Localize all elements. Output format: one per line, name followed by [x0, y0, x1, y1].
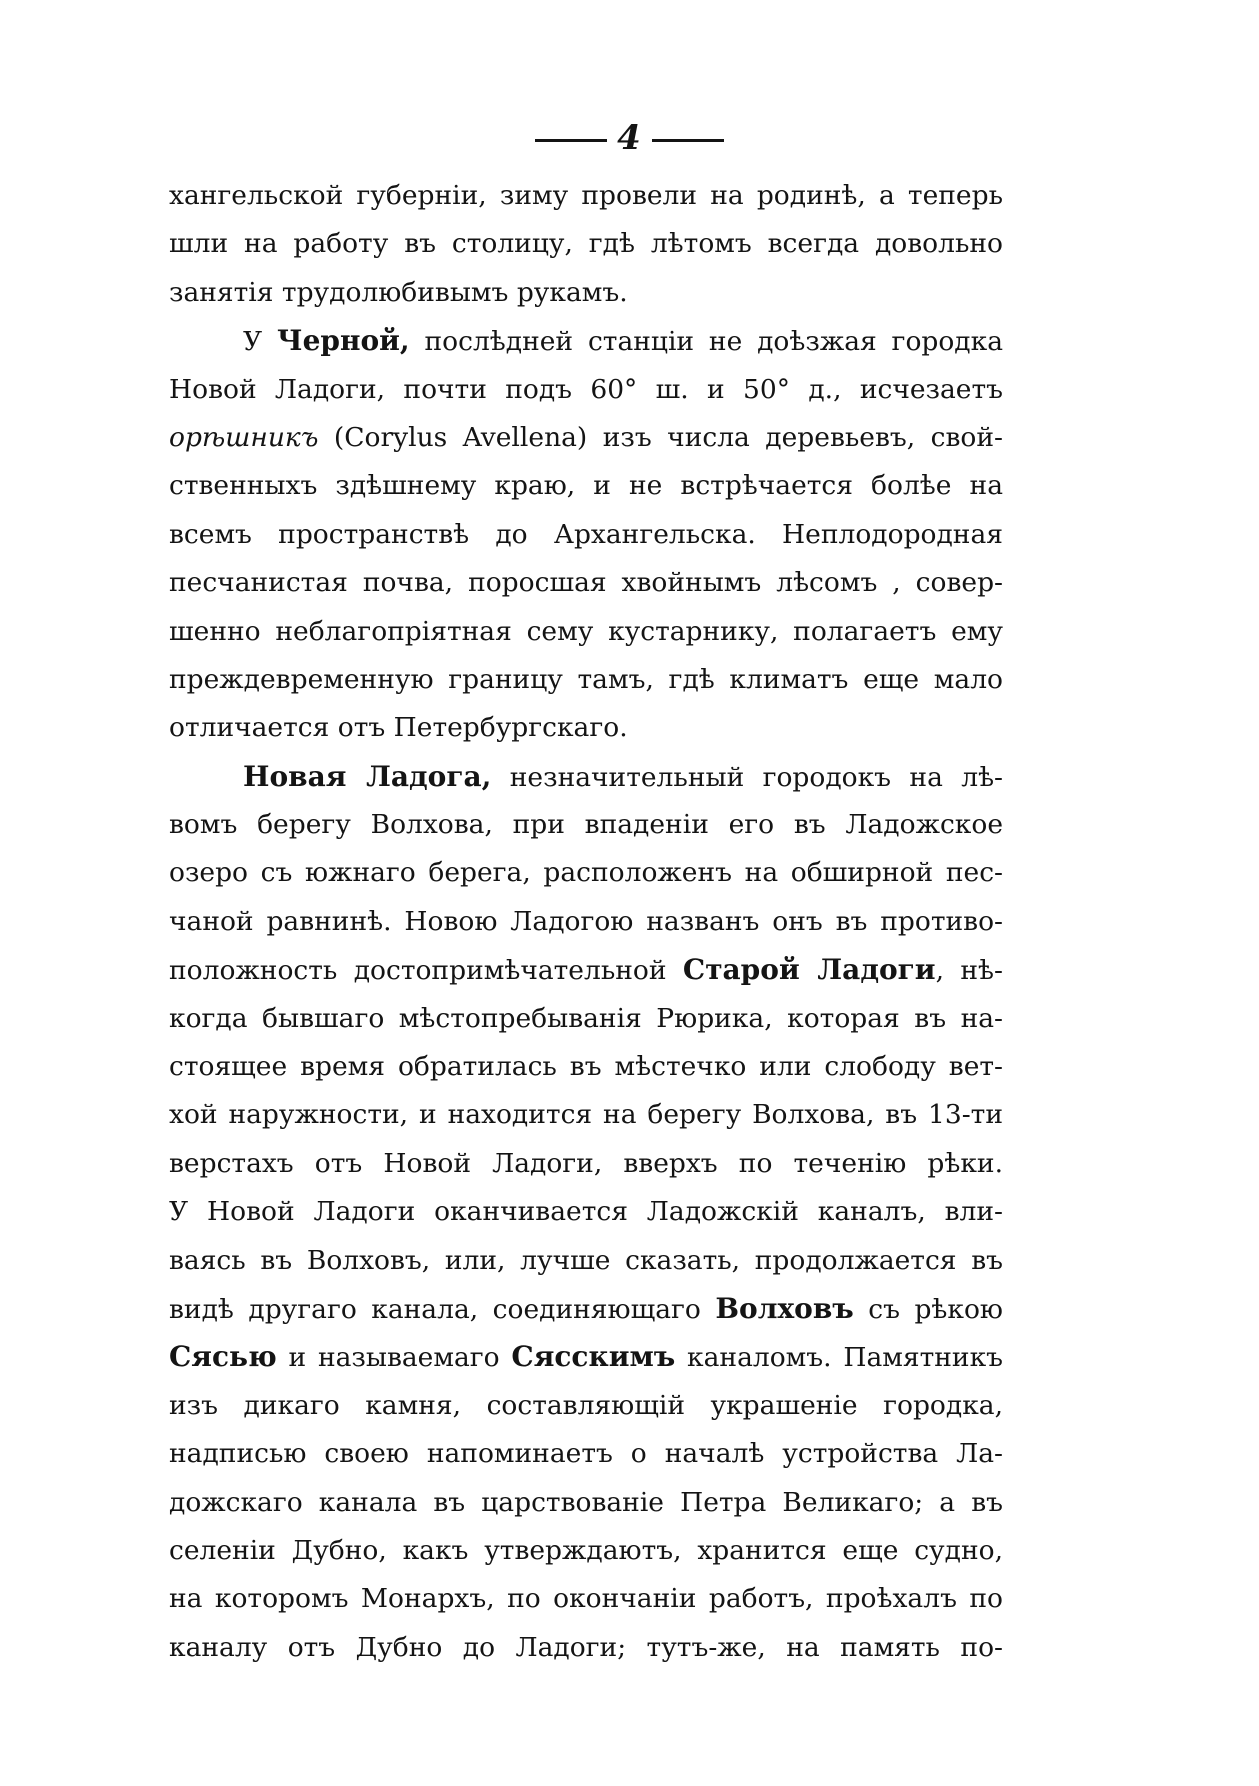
text-line — [169, 1624, 1003, 1672]
text-run: каналомъ. Памятникъ — [675, 1342, 1003, 1374]
place-name-bold: Черной, — [277, 324, 410, 358]
text-run: У Новой Ладоги оканчивается Ладожскій каналъ, вли- — [169, 1196, 1003, 1228]
place-name-bold: Волховъ — [715, 1291, 854, 1325]
text-line — [169, 1043, 1003, 1091]
page-number-value: 4 — [617, 118, 642, 158]
text-run: занятія трудолюбивымъ рукамъ. — [169, 276, 628, 308]
text-run: положность достопримѣчательной — [169, 955, 683, 987]
text-run: селеніи Дубно, какъ утверждаютъ, хранится еще судно, — [169, 1534, 1003, 1566]
text-run: изъ дикаго камня, составляющій украшеніе городка, — [169, 1389, 1003, 1421]
text-line — [169, 1430, 1003, 1478]
text-line — [169, 753, 1003, 801]
text-run: видѣ другаго канала, соединяющаго — [169, 1293, 716, 1325]
text-run: ственныхъ здѣшнему краю, и не встрѣчается болѣе на — [169, 470, 1003, 502]
text-run: и называемаго — [276, 1342, 512, 1374]
text-line — [169, 1188, 1003, 1236]
place-name-bold: Старой Ладоги — [682, 953, 936, 987]
text-run: , нѣ- — [935, 955, 1003, 987]
text-line — [169, 172, 1003, 220]
left-dash — [535, 139, 607, 142]
text-line — [169, 1091, 1003, 1139]
text-line — [169, 414, 1003, 462]
text-run: надписью своею напоминаетъ о началѣ устройства Ла- — [169, 1438, 1003, 1470]
text-run: дожскаго канала въ царствованіе Петра Великаго; а въ — [169, 1486, 1003, 1518]
text-run: верстахъ отъ Новой Ладоги, вверхъ по теченію рѣки. — [169, 1147, 1003, 1179]
text-line — [169, 1575, 1003, 1623]
text-line — [169, 559, 1003, 607]
text-run: стоящее время обратилась въ мѣстечко или слободу вет- — [169, 1051, 1003, 1083]
text-line — [169, 898, 1003, 946]
text-run: вомъ берегу Волхова, при впаденіи его въ Ладожское — [169, 809, 1003, 841]
text-run: на которомъ Монархъ, по окончаніи работъ, проѣхалъ по — [169, 1583, 1003, 1615]
text-run: когда бывшаго мѣстопребыванія Рюрика, которая въ на- — [169, 1002, 1003, 1034]
text-run: съ рѣкою — [853, 1293, 1003, 1325]
text-line — [169, 366, 1003, 414]
text-run: отличается отъ Петербургскаго. — [169, 712, 628, 744]
text-line — [169, 1285, 1003, 1333]
italic-term: орѣшникъ — [169, 421, 319, 453]
text-run: каналу отъ Дубно до Ладоги; тутъ-же, на память по- — [169, 1631, 1003, 1663]
text-line — [169, 656, 1003, 704]
text-line — [169, 704, 1003, 752]
text-run: чаной равнинѣ. Новою Ладогою названъ онъ въ противо- — [169, 905, 1003, 937]
text-line — [169, 801, 1003, 849]
text-line — [169, 462, 1003, 510]
text-run: Новой Ладоги, почти подъ 60° ш. и 50° д., исчезаетъ — [169, 373, 1003, 405]
text-run: шенно неблагопріятная сему кустарнику, полагаетъ ему — [169, 615, 1003, 647]
text-line — [169, 1479, 1003, 1527]
text-line — [169, 995, 1003, 1043]
text-run: У — [243, 326, 277, 358]
text-run: ваясь въ Волховъ, или, лучше сказать, продолжается въ — [169, 1244, 1003, 1276]
text-run: хой наружности, и находится на берегу Волхова, въ 13-ти — [169, 1099, 1003, 1131]
text-line — [169, 1140, 1003, 1188]
text-run: преждевременную границу тамъ, гдѣ климатъ еще мало — [169, 663, 1003, 695]
text-line — [169, 946, 1003, 994]
place-name-bold: Новая Ладога, — [243, 759, 492, 793]
text-run: шли на работу въ столицу, гдѣ лѣтомъ всегда довольно — [169, 228, 1003, 260]
text-line — [169, 1527, 1003, 1575]
text-line — [169, 511, 1003, 559]
text-line — [169, 849, 1003, 897]
text-run: хангельской губерніи, зиму провели на родинѣ, а теперь — [169, 180, 1003, 211]
text-line — [169, 608, 1003, 656]
page-number — [0, 118, 1259, 158]
place-name-bold: Сясскимъ — [511, 1340, 676, 1374]
text-line — [169, 1382, 1003, 1430]
text-line — [169, 1333, 1003, 1381]
body-text — [169, 172, 1003, 1672]
text-run: послѣдней станціи не доѣзжая городка — [409, 326, 1003, 358]
text-run: незначительный городокъ на лѣ- — [491, 761, 1003, 793]
text-run: всемъ пространствѣ до Архангельска. Неплодородная — [169, 518, 1003, 550]
text-line — [169, 1237, 1003, 1285]
text-line — [169, 317, 1003, 365]
place-name-bold: Сясью — [169, 1340, 277, 1374]
text-line — [169, 269, 1003, 317]
text-line — [169, 220, 1003, 268]
text-run: озеро съ южнаго берега, расположенъ на обширной пес- — [169, 857, 1003, 889]
text-run: песчанистая почва, поросшая хвойнымъ лѣсомъ , совер- — [169, 567, 1003, 599]
text-run: (Corylus Avellena) изъ числа деревьевъ, свой- — [318, 421, 1003, 453]
right-dash — [652, 139, 724, 142]
